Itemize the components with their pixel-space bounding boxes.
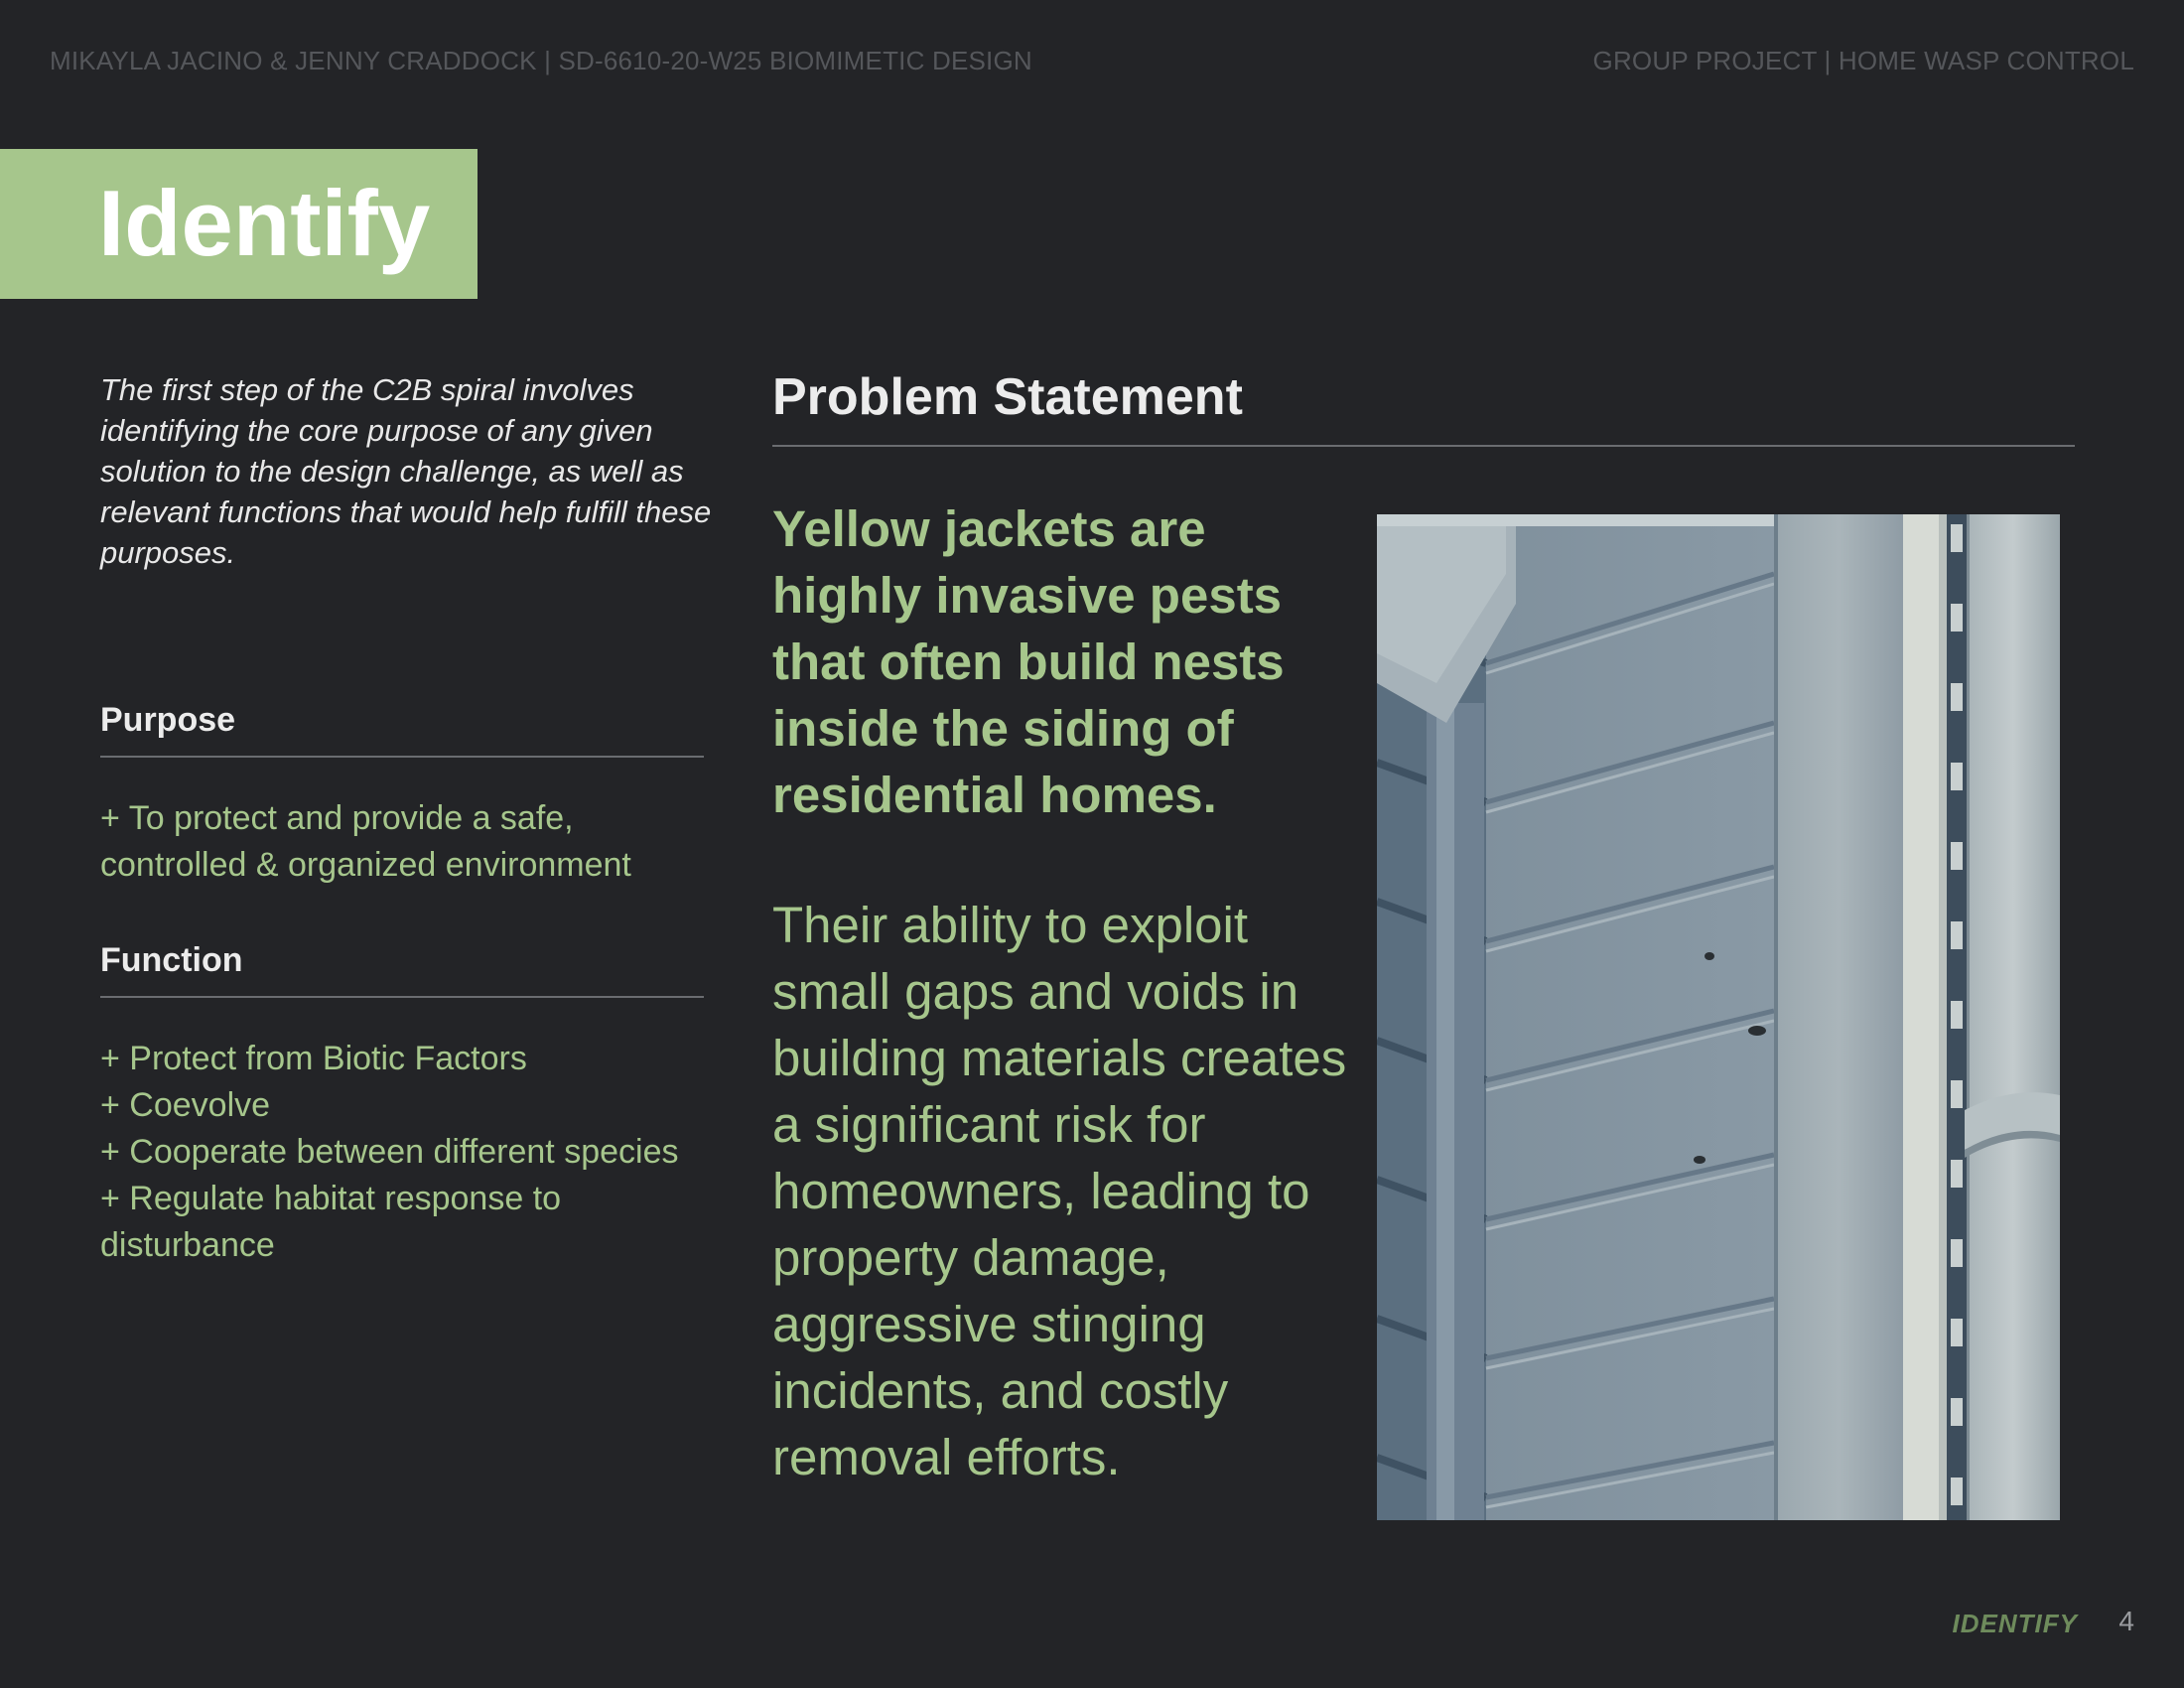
page-title: Identify bbox=[98, 171, 431, 275]
function-item: + Coevolve bbox=[100, 1086, 271, 1124]
problem-body: Their ability to exploit small gaps and voids in building materials creates a significant risk for homeowners, leading to property damage, aggressive stinging incidents, and costly removal efforts. bbox=[772, 897, 1347, 1485]
function-item: + Regulate habitat response to disturbance bbox=[100, 1180, 562, 1264]
purpose-heading: Purpose bbox=[100, 701, 704, 758]
function-heading: Function bbox=[100, 941, 704, 998]
header-project-info: GROUP PROJECT | HOME WASP CONTROL bbox=[1592, 46, 2134, 75]
purpose-item: + To protect and provide a safe, controlled & organized environment bbox=[100, 799, 631, 884]
function-item: + Cooperate between different species bbox=[100, 1133, 679, 1171]
house-siding-photo bbox=[1377, 514, 2060, 1520]
purpose-list bbox=[100, 795, 716, 889]
page-number: 4 bbox=[2118, 1606, 2134, 1636]
problem-statement-heading: Problem Statement bbox=[772, 367, 2075, 447]
intro-paragraph: The first step of the C2B spiral involves identifying the core purpose of any given solution to the design challenge, as well as relevant functions that would help fulfill these purposes. bbox=[100, 372, 712, 570]
header-course-info: MIKAYLA JACINO & JENNY CRADDOCK | SD-6610-20-W25 BIOMIMETIC DESIGN bbox=[50, 46, 1032, 75]
function-list bbox=[100, 1036, 716, 1269]
function-item: + Protect from Biotic Factors bbox=[100, 1040, 527, 1077]
footer-section-label: IDENTIFY bbox=[1952, 1609, 2078, 1638]
problem-lead: Yellow jackets are highly invasive pests that often build nests inside the siding of residential homes. bbox=[772, 500, 1285, 823]
